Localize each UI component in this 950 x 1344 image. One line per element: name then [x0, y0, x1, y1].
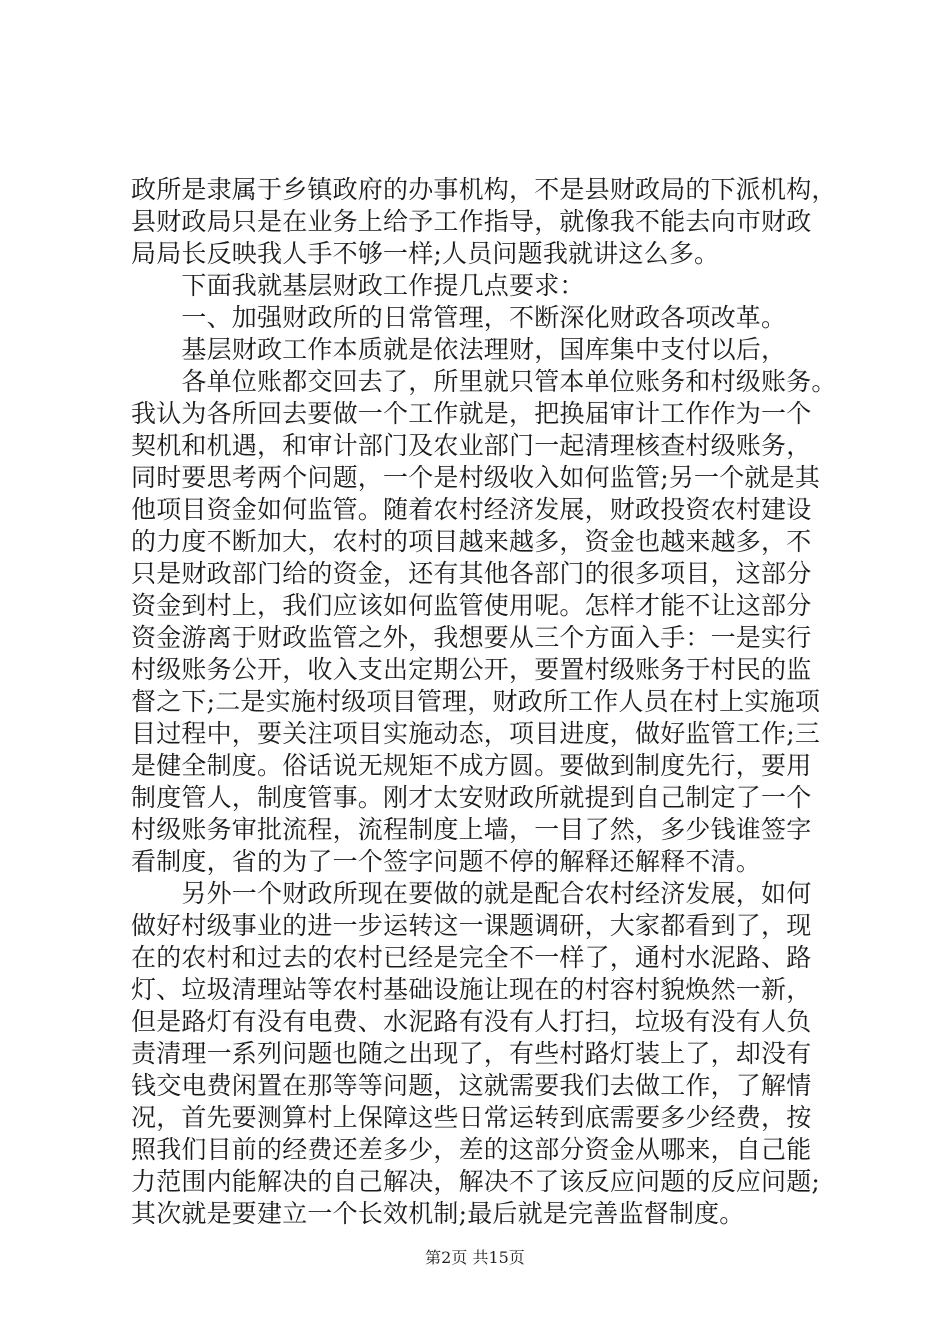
body-text-line: 局局长反映我人手不够一样;人员问题我就讲这么多。: [131, 239, 720, 268]
page-number-footer: 第2页 共15页: [425, 1248, 525, 1267]
body-text-line: 做好村级事业的进一步运转这一课题调研，大家都看到了，现: [131, 911, 812, 940]
body-text-line: 各单位账都交回去了，所里就只管本单位账务和村级账务。: [131, 367, 837, 396]
body-text-line: 其次就是要建立一个长效机制;最后就是完善监督制度。: [131, 1199, 745, 1228]
body-text-line: 县财政局只是在业务上给予工作指导，就像我不能去向市财政: [131, 207, 812, 236]
body-text-line: 契机和机遇，和审计部门及农业部门一起清理核查村级账务，: [131, 431, 812, 460]
body-text-line: 政所是隶属于乡镇政府的办事机构，不是县财政局的下派机构，: [131, 175, 837, 204]
body-text-line: 灯、垃圾清理站等农村基础设施让现在的村容村貌焕然一新，: [131, 975, 812, 1004]
section-heading: 一、加强财政所的日常管理，不断深化财政各项改革。: [131, 303, 787, 332]
body-text-line: 我认为各所回去要做一个工作就是，把换届审计工作作为一个: [131, 399, 812, 428]
body-text-line: 村级账务公开，收入支出定期公开，要置村级账务于村民的监: [131, 655, 812, 684]
body-text-line: 照我们目前的经费还差多少，差的这部分资金从哪来，自己能: [131, 1135, 812, 1164]
body-text-line: 况，首先要测算村上保障这些日常运转到底需要多少经费，按: [131, 1103, 812, 1132]
body-text-line: 但是路灯有没有电费、水泥路有没有人打扫，垃圾有没有人负: [131, 1007, 812, 1036]
body-text-line: 资金到村上，我们应该如何监管使用呢。怎样才能不让这部分: [131, 591, 812, 620]
body-text-line: 钱交电费闲置在那等等问题，这就需要我们去做工作，了解情: [131, 1071, 812, 1100]
body-text-line: 资金游离于财政监管之外，我想要从三个方面入手：一是实行: [131, 623, 812, 652]
body-text-line: 下面我就基层财政工作提几点要求：: [131, 271, 585, 300]
body-text-line: 责清理一系列问题也随之出现了，有些村路灯装上了，却没有: [131, 1039, 812, 1068]
body-text-line: 同时要思考两个问题，一个是村级收入如何监管;另一个就是其: [131, 463, 821, 492]
body-text-line: 他项目资金如何监管。随着农村经济发展，财政投资农村建设: [131, 495, 812, 524]
body-text-line: 在的农村和过去的农村已经是完全不一样了，通村水泥路、路: [131, 943, 812, 972]
body-text-line: 目过程中，要关注项目实施动态，项目进度，做好监管工作;三: [131, 719, 821, 748]
body-text-line: 是健全制度。俗话说无规矩不成方圆。要做到制度先行，要用: [131, 751, 812, 780]
body-text-line: 力范围内能解决的自己解决，解决不了该反应问题的反应问题;: [131, 1167, 821, 1196]
body-text-line: 督之下;二是实施村级项目管理，财政所工作人员在村上实施项: [131, 687, 821, 716]
body-text-line: 制度管人，制度管事。刚才太安财政所就提到自己制定了一个: [131, 783, 812, 812]
body-text-line: 村级账务审批流程，流程制度上墙，一目了然，多少钱谁签字: [131, 815, 812, 844]
body-text-line: 另外一个财政所现在要做的就是配合农村经济发展，如何: [131, 879, 812, 908]
body-text-line: 的力度不断加大，农村的项目越来越多，资金也越来越多，不: [131, 527, 812, 556]
body-text-line: 看制度，省的为了一个签字问题不停的解释还解释不清。: [131, 847, 762, 876]
body-text-line: 只是财政部门给的资金，还有其他各部门的很多项目，这部分: [131, 559, 812, 588]
body-text-line: 基层财政工作本质就是依法理财，国库集中支付以后，: [131, 335, 787, 364]
